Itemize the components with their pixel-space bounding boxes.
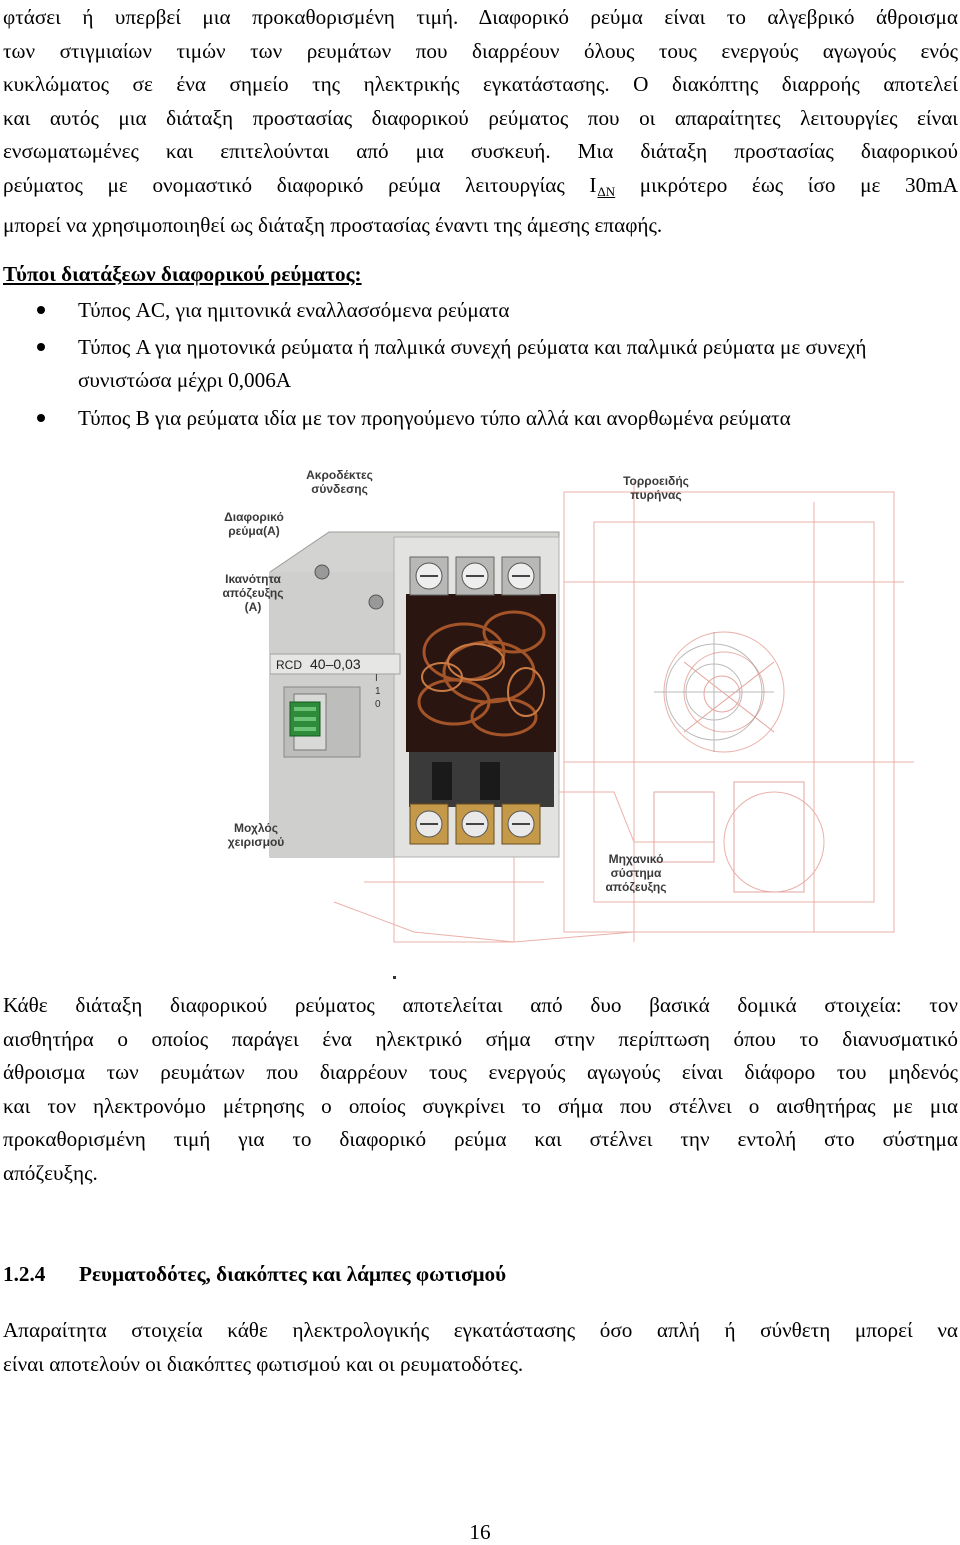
text-line: κυκλώματος σε ένα σημείο της ηλεκτρικής εγκατάστασης. Ο διακόπτης διαρροής αποτελεί	[3, 72, 958, 97]
text-fragment: μικρότερο έως ίσο με 30mA	[615, 172, 959, 197]
rcd-label: RCD	[276, 658, 302, 672]
text-line: αισθητήρα ο οποίος παράγει ένα ηλεκτρικό σήμα στην περίπτωση όπου το διανυσματικό	[3, 1026, 958, 1051]
types-bullet-list	[0, 294, 960, 435]
list-item-text: Τύπος B για ρεύματα ιδία με τον προηγούμενο τύπο αλλά και ανορθωμένα ρεύματα	[78, 405, 791, 430]
bullet-icon	[37, 343, 45, 351]
types-heading: Τύποι διατάξεων διαφορικού ρεύματος:	[3, 262, 362, 286]
section-heading	[3, 1262, 506, 1287]
text-line: απόζευξης.	[3, 1160, 98, 1185]
page-number: 16	[469, 1520, 491, 1544]
bullet-icon	[37, 306, 45, 314]
svg-text:1: 1	[375, 686, 381, 697]
label-differential-current: Διαφορικό ρεύμα(A)	[224, 510, 284, 538]
text-line: μπορεί να χρησιμοποιηθεί ως διάταξη προστασίας έναντι της άμεσης επαφής.	[3, 212, 663, 237]
list-item	[0, 294, 960, 328]
list-item-text: Τύπος A για ημοτονικά ρεύματα ή παλμικά συνεχή ρεύματα και παλμικά ρεύματα με συνεχή συνιστώσα μέχρι 0,006A	[78, 334, 867, 393]
svg-text:0: 0	[375, 699, 381, 710]
rcd-rating-label: 40–0,03	[310, 656, 361, 672]
text-line: και αυτός μια διάταξη προστασίας διαφορικού ρεύματος που οι απαραίτητες λειτουργίες είναι	[3, 105, 958, 130]
svg-text:I: I	[375, 673, 378, 684]
text-line: Απαραίτητα στοιχεία κάθε ηλεκτρολογικής εγκατάστασης όσο απλή ή σύνθετη μπορεί να	[3, 1318, 958, 1342]
label-operating-lever: Μοχλός χειρισμού	[227, 821, 285, 849]
terminal-screws-bottom	[410, 804, 540, 844]
text-line: είναι αποτελούν οι διακόπτες φωτισμού και οι ρευματοδότες.	[3, 1351, 524, 1376]
text-line: ενσωματωμένες και επιτελούνται από μια συσκευή. Μια διάταξη προστασίας διαφορικού	[3, 139, 958, 164]
toroid-gray-drawing	[654, 632, 774, 752]
text-line: φτάσει ή υπερβεί μια προκαθορισμένη τιμή. Διαφορικό ρεύμα είναι το αλγεβρικό άθροισμα	[3, 5, 958, 29]
stray-mark	[393, 976, 396, 979]
rcd-cutaway-figure	[214, 462, 959, 967]
text-line: των στιγμιαίων τιμών των ρευμάτων που διαρρέουν όλους τους ενεργούς αγωγούς ενός	[3, 38, 958, 63]
label-toroid-core: Τορροειδής πυρήνας	[623, 474, 689, 502]
bullet-icon	[37, 414, 45, 422]
label-terminals: Ακροδέκτες σύνδεσης	[306, 468, 373, 496]
text-line: άθροισμα των ρευμάτων που διαρρέουν τους ενεργούς αγωγούς είναι διάφορο του μηδενός	[3, 1060, 958, 1085]
paragraph-outlets-switches	[3, 1314, 958, 1381]
subscript-delta-n: ΔN	[597, 183, 616, 199]
list-item	[0, 331, 946, 398]
label-breaking-capacity: Ικανότητα απόζευξης (A)	[222, 572, 284, 614]
text-line: και τον ηλεκτρονόμο μέτρησης ο οποίος συγκρίνει το σήμα που στέλνει ο αισθητήρας με μια	[3, 1093, 958, 1118]
terminal-screws-top	[410, 557, 540, 595]
list-item-text: Τύπος AC, για ημιτονικά εναλλασσόμενα ρεύματα	[78, 298, 510, 322]
text-fragment: ρεύματος με ονομαστικό διαφορικό ρεύμα λειτουργίας I	[3, 172, 597, 197]
text-line: προκαθορισμένη τιμή για το διαφορικό ρεύμα και στέλνει την εντολή στο σύστημα	[3, 1127, 958, 1152]
label-mechanical-trip-system: Μηχανικό σύστημα απόζευξης	[605, 852, 667, 894]
section-title: Ρευματοδότες, διακόπτες και λάμπες φωτισμού	[79, 1262, 507, 1286]
text-line-rated-current	[3, 169, 958, 209]
text-line: Κάθε διάταξη διαφορικού ρεύματος αποτελείται από δυο βασικά δομικά στοιχεία: τον	[3, 993, 958, 1017]
section-number: 1.2.4	[3, 1262, 46, 1286]
paragraph-rcd-components	[3, 989, 958, 1191]
paragraph-residual-current	[3, 1, 958, 242]
list-item	[0, 402, 960, 436]
